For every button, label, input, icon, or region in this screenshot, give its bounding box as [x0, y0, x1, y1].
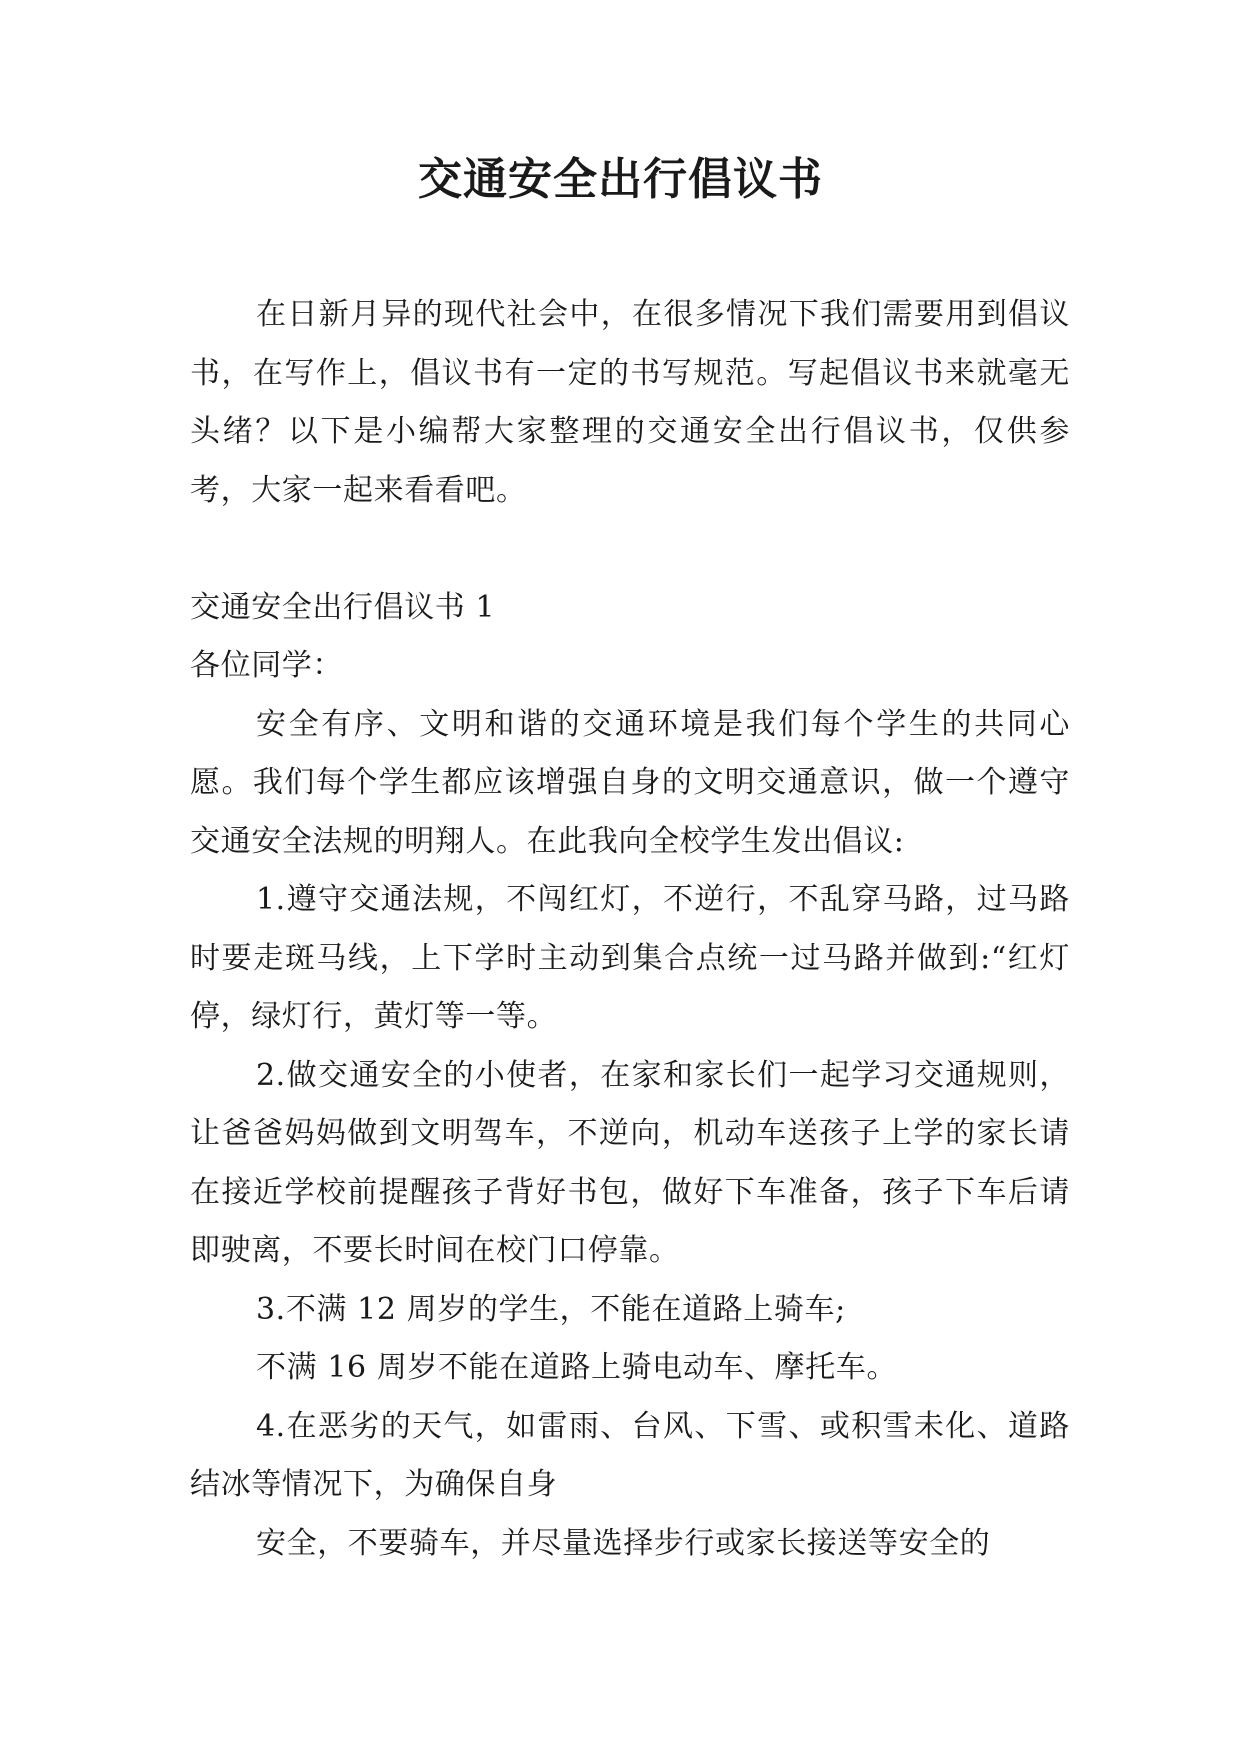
document-body: [190, 286, 1070, 1573]
salutation: 各位同学：: [190, 648, 343, 683]
proposal-item-1: 1.遵守交通法规，不闯红灯，不逆行，不乱穿马路，过马路时要走斑马线，上下学时主动到集合点统一过马路并做到:“红灯停，绿灯行，黄灯等一等。: [190, 882, 1070, 1034]
proposal-item-3-continued: 不满 16 周岁不能在道路上骑电动车、摩托车。: [256, 1350, 898, 1385]
proposal-item-4-continued: 安全，不要骑车，并尽量选择步行或家长接送等安全的: [256, 1525, 991, 1561]
proposal-item-4: 4.在恶劣的天气，如雷雨、台风、下雪、或积雪未化、道路结冰等情况下，为确保自身: [190, 1408, 1070, 1502]
body-paragraph: 安全有序、文明和谐的交通环境是我们每个学生的共同心愿。我们每个学生都应该增强自身的文明交通意识，做一个遵守交通安全法规的明翔人。在此我向全校学生发出倡议:: [190, 706, 1070, 859]
proposal-item-2: 2.做交通安全的小使者，在家和家长们一起学习交通规则，让爸爸妈妈做到文明驾车，不逆向，机动车送孩子上学的家长请在接近学校前提醒孩子背好书包，做好下车准备，孩子下车后请即驶离，不要长时间在校门口停靠。: [190, 1057, 1070, 1268]
proposal-item-3: 3.不满 12 周岁的学生，不能在道路上骑车;: [256, 1291, 846, 1327]
intro-paragraph: 在日新月异的现代社会中，在很多情况下我们需要用到倡议书，在写作上，倡议书有一定的书写规范。写起倡议书来就毫无头绪？以下是小编帮大家整理的交通安全出行倡议书，仅供参考，大家一起来看看吧。: [190, 297, 1070, 508]
document-title: 交通安全出行倡议书: [418, 154, 823, 205]
section-heading: 交通安全出行倡议书 1: [190, 589, 496, 625]
paragraph-gap: [190, 520, 1070, 579]
